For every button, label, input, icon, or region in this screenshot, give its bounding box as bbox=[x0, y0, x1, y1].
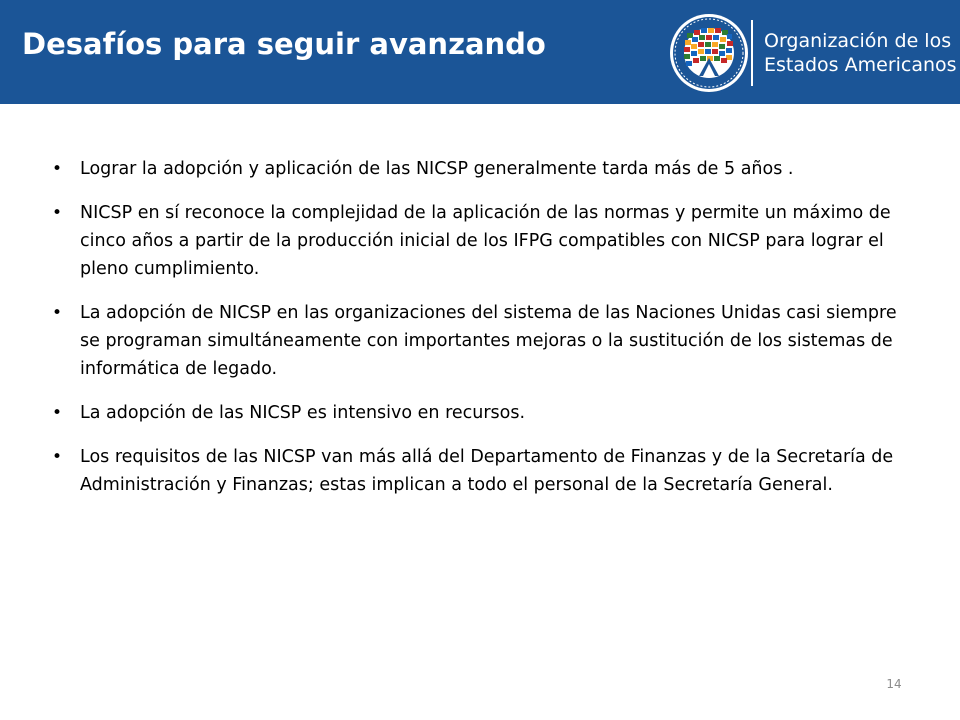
oas-seal-icon bbox=[668, 12, 750, 94]
bullet-item bbox=[0, 299, 900, 383]
bullet-item bbox=[0, 443, 900, 499]
oas-logo bbox=[668, 12, 957, 94]
bullet-text: Los requisitos de las NICSP van más allá del Departamento de Finanzas y de la Secretaría de Administración y Finanzas; estas implican a todo el personal de la Secretaría General. bbox=[80, 447, 894, 495]
bullet-text: La adopción de las NICSP es intensivo en recursos. bbox=[80, 403, 526, 423]
header-bar bbox=[0, 0, 960, 104]
bullet-text: La adopción de NICSP en las organizaciones del sistema de las Naciones Unidas casi siempre se programan simultáneamente con importantes mejoras o la sustitución de los sistemas de informática de legado. bbox=[80, 303, 897, 379]
organization-name-line-1: Organización de los bbox=[764, 30, 952, 52]
bullet-dot-icon: • bbox=[52, 403, 63, 423]
bullet-item bbox=[0, 199, 900, 283]
bullet-item bbox=[0, 155, 900, 183]
logo-divider bbox=[751, 20, 753, 86]
bullet-text: Lograr la adopción y aplicación de las NICSP generalmente tarda más de 5 años . bbox=[80, 159, 794, 179]
bullet-dot-icon: • bbox=[52, 203, 63, 223]
organization-name bbox=[764, 29, 957, 77]
bullet-dot-icon: • bbox=[52, 303, 63, 323]
bullet-dot-icon: • bbox=[52, 447, 63, 467]
organization-name-line-2: Estados Americanos bbox=[764, 54, 957, 76]
page-number: 14 bbox=[886, 677, 902, 691]
bullet-dot-icon: • bbox=[52, 159, 63, 179]
bullet-list bbox=[0, 155, 960, 515]
bullet-item bbox=[0, 399, 900, 427]
slide-title: Desafíos para seguir avanzando bbox=[22, 27, 546, 61]
bullet-text: NICSP en sí reconoce la complejidad de la aplicación de las normas y permite un máximo de cinco años a partir de la producción inicial de los IFPG compatibles con NICSP para lograr el pleno cumplimiento. bbox=[80, 203, 891, 279]
